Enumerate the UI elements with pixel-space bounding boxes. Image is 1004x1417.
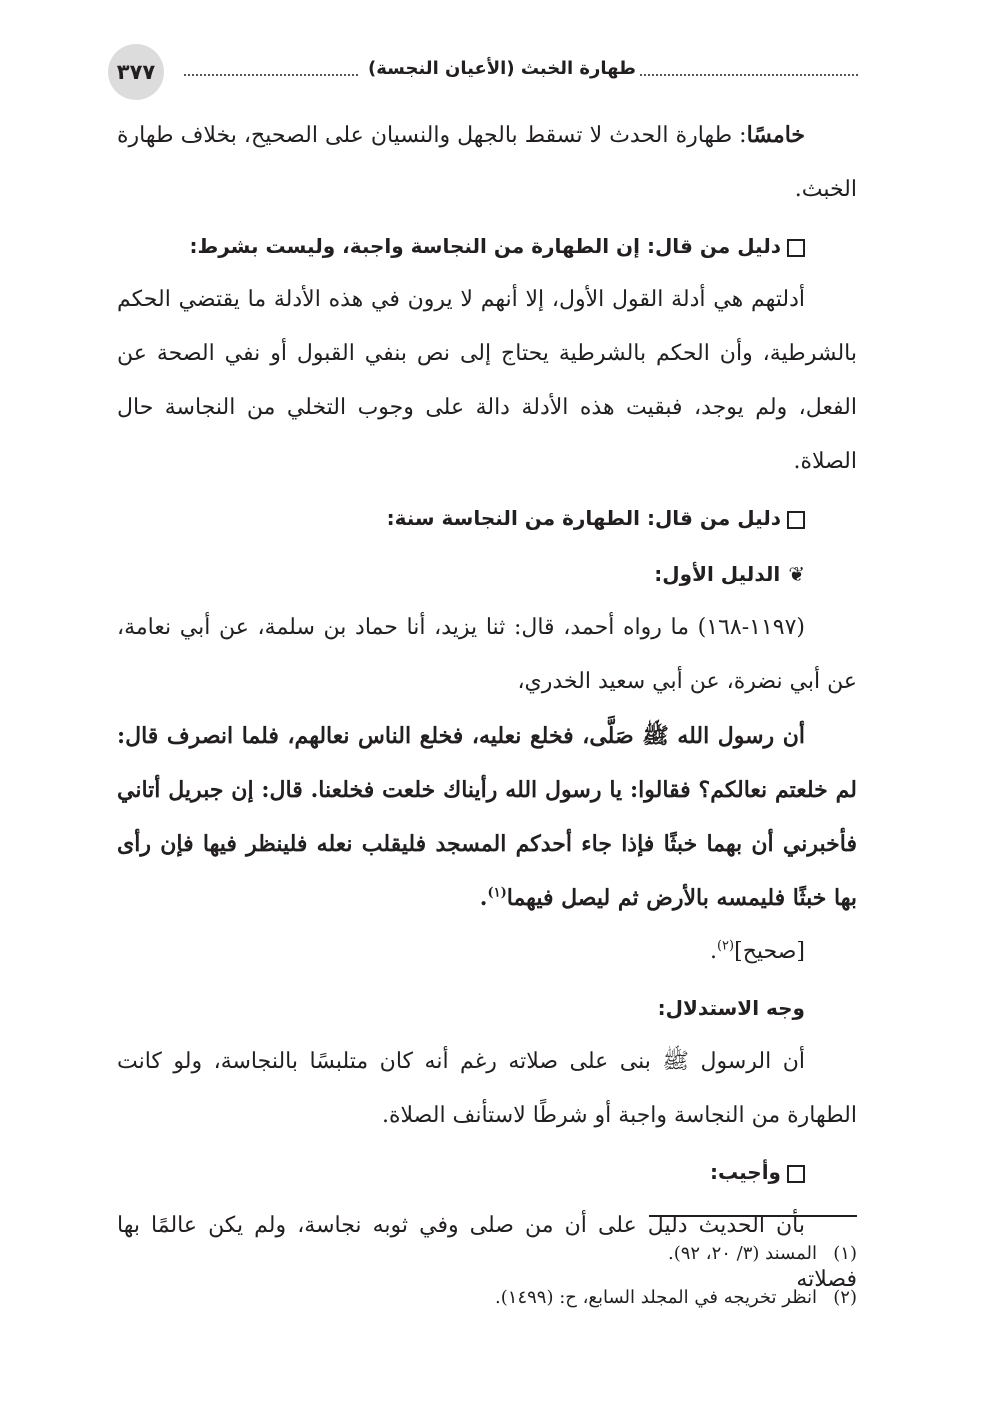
- running-title: طهارة الخبث (الأعيان النجسة): [368, 58, 636, 79]
- subsection-heading: [117, 547, 857, 601]
- paragraph-inference: أن الرسول ﷺ بنى على صلاته رغم أنه كان متلبسًا بالنجاسة، ولو كانت الطهارة من النجاسة واجبة أو شرطًا لاستأنف الصلاة.: [117, 1049, 857, 1128]
- hadith-end: .: [479, 885, 488, 911]
- footnote-text: انظر تخريجه في المجلد السابع، ح: (١٤٩٩).: [495, 1287, 817, 1308]
- grade-end: .: [709, 939, 717, 964]
- heading-text: دليل من قال: الطهارة من النجاسة سنة:: [386, 506, 781, 530]
- checkbox-square-icon: [787, 239, 805, 257]
- header-dots-right: [640, 74, 858, 76]
- footnote-ref: (١): [487, 885, 507, 901]
- paragraph-narration: (١١٩٧-١٦٨) ما رواه أحمد، قال: ثنا يزيد، أنا حماد بن سلمة، عن أبي نعامة، عن أبي نضرة، عن أبي سعيد الخدري،: [117, 615, 857, 694]
- grade-text: [صحيح]: [734, 939, 805, 964]
- paragraph-fifth: [117, 108, 857, 217]
- page-number: ٣٧٧: [108, 44, 164, 100]
- header-dots-left: [184, 74, 358, 76]
- footnote-separator: [649, 1215, 857, 1217]
- page-header: [108, 44, 858, 100]
- subsection-heading: [117, 981, 857, 1035]
- paragraph-evidence: أدلتهم هي أدلة القول الأول، إلا أنهم لا يرون في هذه الأدلة ما يقتضي الحكم بالشرطية، وأن الحكم بالشرطية يحتاج إلى نص بنفي القبول أو نفي الصحة عن الفعل، ولم يوجد، فبقيت هذه الأدلة دالة على وجوب التخلي من النجاسة حال الصلاة.: [117, 287, 857, 474]
- hadith-text: [117, 709, 857, 925]
- paragraph-text: : طهارة الحدث لا تسقط بالجهل والنسيان على الصحيح، بخلاف طهارة الخبث.: [117, 123, 857, 202]
- footnote-item: [117, 1232, 857, 1276]
- footnote-item: [117, 1276, 857, 1320]
- footnote-ref: (٢): [716, 938, 735, 954]
- footnote-text: المسند (٣/ ٢٠، ٩٢).: [667, 1243, 817, 1264]
- page-body: [117, 108, 857, 1307]
- paragraph-answer: بأن الحديث دليل على أن من صلى وفي ثوبه نجاسة، ولم يكن عالمًا بها فصلاته: [117, 1213, 857, 1292]
- footnote-number: (٢): [833, 1287, 857, 1308]
- checkbox-square-icon: [787, 511, 805, 529]
- footnote-number: (١): [833, 1243, 857, 1264]
- section-heading: [117, 491, 857, 545]
- section-heading: [117, 219, 857, 273]
- leaf-ornament-icon: ❦: [788, 562, 805, 586]
- hadith-grade: [117, 925, 857, 979]
- heading-text: الدليل الأول:: [654, 562, 781, 586]
- paragraph-lead: خامسًا: [746, 122, 805, 148]
- heading-text: دليل من قال: إن الطهارة من النجاسة واجبة، وليست بشرط:: [189, 234, 781, 258]
- checkbox-square-icon: [787, 1165, 805, 1183]
- footnotes: [117, 1232, 857, 1320]
- heading-text: وأجيب:: [709, 1160, 781, 1184]
- hadith-body: أن رسول الله ﷺ صَلَّى، فخلع نعليه، فخلع الناس نعالهم، فلما انصرف قال: لم خلعتم نعالكم؟ فقالوا: يا رسول الله رأيناك خلعت فخلعنا. قال: إن جبريل أتاني فأخبرني أن بهما خبثًا فإذا جاء أحدكم المسجد فليقلب نعله فلينظر فيها فإن رأى بها خبثًا فليمسه بالأرض ثم ليصل فيهما: [117, 723, 857, 911]
- section-heading: [117, 1145, 857, 1199]
- heading-text: وجه الاستدلال:: [657, 996, 805, 1020]
